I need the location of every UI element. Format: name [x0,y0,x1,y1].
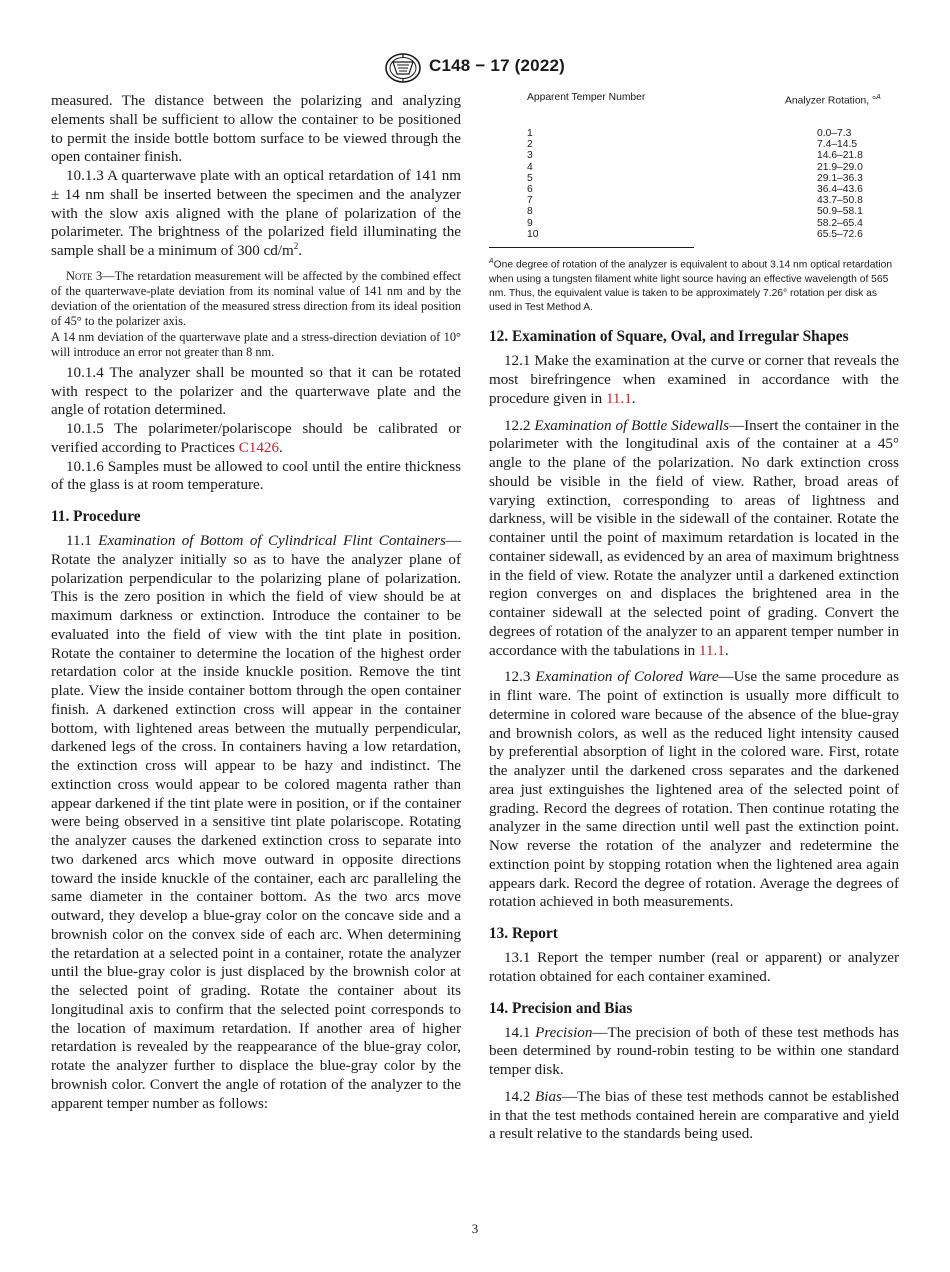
note-3: Note 3—The retardation measurement will be affected by the combined effect of the quarterwave-plate deviation from its nominal value of 141 nm and by the deviation of the orientation of the measured stress direction from its ideal position of 45° to the polarizer axis. A 14 nm deviation of the quarterwave plate and a stress-direction deviation of 10° will introduce an error not greater than 8 nm. [51,268,461,359]
table-row [489,173,899,184]
temper-number-cell: 10 [527,228,539,240]
section-12-heading: 12. Examination of Square, Oval, and Irregular Shapes [489,328,849,346]
temper-number-cell: 3 [527,150,533,162]
footnote-rule [489,247,694,248]
astm-logo-icon [383,52,423,84]
note-label: Note [66,268,93,283]
paragraph-12-2: 12.2 Examination of Bottle Sidewalls—Insert the container in the polarimeter with the longitudinal axis of the container at a 45° angle to the plane of the polarization. No dark extinction cross should be visible in the field of view. Rather, broad areas of varying extinction, corresponding to areas of lightness and darkness, will be visible in the sidewall of the container. Rotate the container until the point of maximum retardation is located in the container sidewall, as evidenced by an area of maximum brightness in the field of view. Rotate the analyzer until a darkened extinction region converges on and displaces the brightened area in the container sidewall at the selected point of grading. Convert the degrees of rotation of the analyzer to an apparent temper number in accordance with the tabulations in 11.1. [489,417,899,659]
temper-number-cell: 7 [527,195,533,207]
table-row [489,150,899,161]
table-row [489,229,899,240]
page-header [0,52,950,86]
paragraph-10-1-6: 10.1.6 Samples must be allowed to cool until the entire thickness of the glass is at room temperature. [51,458,461,494]
table-row [489,184,899,195]
temper-table [489,92,899,240]
paragraph-continued: measured. The distance between the polarizing and analyzing elements shall be sufficient to allow the container to be positioned to permit the inside bottle bottom surface to be viewed through the open container finish. [51,93,461,166]
section-11-heading: 11. Procedure [51,508,141,526]
section-11-1-link[interactable]: 11.1 [698,642,725,659]
temper-number-cell: 2 [527,139,533,151]
section-14-heading: 14. Precision and Bias [489,999,633,1017]
temper-number-cell: 1 [527,128,533,139]
table-footnote: $^A$One degree of rotation of the analyzer is equivalent to about 3.14 nm optical retardation when using a tungsten filament white light source having an effective wavelength of 565 nm. Thus, the equivalent value is taken to be approximately 7.26° rotation per disk as used in Test Method A. [489,258,893,314]
table-row [489,206,899,217]
temper-number-cell: 8 [527,206,533,218]
note-3-continued: A 14 nm deviation of the quarterwave plate and a stress-direction deviation of 10° will introduce an error not greater than 8 nm. [51,329,461,359]
right-column [489,92,899,1144]
paragraph-11-1: 11.1 Examination of Bottom of Cylindrical Flint Containers—Rotate the analyzer initially so as to have the analyzer plane of polarization perpendicular to the polarizing plane of polarization. This is the zero position in which the field of view should be at maximum darkness or extinction. Introduce the container to be evaluated into the field of view with the tint plate in position. Rotate the container to determine the location of the highest order retardation color at the inside knuckle position. Remove the tint plate. View the inside container bottom through the open container finish. A darkened extinction cross will appear in the container bottom, with lightened areas between the mutually perpendicular, darkened legs of the cross. In containers having a low retardation, the extinction cross will appear to be hazy and indistinct. The extinction cross would appear to be colored magenta rather than appear darkened if the tint plate were in position, or if the container were being observed in a sensitive tint plate polariscope. Rotating the analyzer causes the darkened extinction cross to separate into two darkened arcs which move outward in opposite directions toward the inside knuckle of the container, each arc paralleling the same diameter in the container bottom. As the two arcs move outward, they develop a blue-gray color on the concave side and a brownish color on the convex side of each arc. When determining the retardation at a selected point in a container, rotate the analyzer until the blue-gray color is just displaced by the brownish color at the selected point of grading. Rotate the container about its longitudinal axis to confirm that the selected point corresponds to the location of maximum retardation. If another area of higher retardation is revealed by the reappearance of the blue-gray color, rotate the analyzer further to displace the blue-gray color by the brownish color. Convert the angle of rotation of the analyzer to the apparent temper number as follows: [51,533,461,1112]
section-13-heading: 13. Report [489,925,558,943]
table-row [489,195,899,206]
temper-number-cell: 5 [527,172,533,184]
temper-number-cell: 6 [527,184,533,196]
standard-designation: C148 − 17 (2022) [429,56,565,75]
rotation-cell: 65.5–72.6 [817,228,863,240]
c1426-link[interactable]: C1426 [238,439,280,456]
table-row [489,218,899,229]
temper-number-cell: 4 [527,161,533,173]
paragraph-13-1: 13.1 Report the temper number (real or apparent) or analyzer rotation obtained for each container examined. [489,950,899,985]
rotation-cell: 0.0–7.3 [817,128,852,139]
paragraph-12-3: 12.3 Examination of Colored Ware—Use the same procedure as in flint ware. The point of extinction is usually more difficult to determine in colored ware because of the absence of the blue-gray and brownish colors, as well as the reduced light intensity caused by preferential absorption of light in the colored ware. First, rotate the analyzer until the darkened cross separates and the darkened area just extinguishes the lightened area of the selected point of grading. Record the degrees of rotation. Then continue rotating the analyzer in the same direction until well past the extinction point. Now reverse the rotation of the analyzer and redetermine the extinction point by stopping rotation when the lightened area again appears dark. Record the degree of rotation. Average the degrees of rotation achieved in both measurements. [489,669,900,911]
table-header-rotation: Analyzer Rotation, °$^A$ [785,94,881,107]
rotation-cell: 21.9–29.0 [817,161,863,173]
rotation-cell: 58.2–65.4 [817,217,863,229]
rotation-cell: 36.4–43.6 [817,184,863,196]
paragraph-14-2: 14.2 Bias—The bias of these test methods cannot be established in that the test methods contained herein are comparative and yield a result relative to the standards being used. [489,1088,899,1143]
paragraph-10-1-4: 10.1.4 The analyzer shall be mounted so that it can be rotated with respect to the polarizer and the quarterwave plate and the angle of rotation determined. [51,364,461,419]
rotation-cell: 14.6–21.8 [817,150,863,162]
rotation-cell: 43.7–50.8 [817,195,863,207]
temper-number-cell: 9 [527,217,533,229]
paragraph-10-1-5: 10.1.5 The polarimeter/polariscope should be calibrated or verified according to Practices C1426. [51,421,461,456]
paragraph-12-1: 12.1 Make the examination at the curve or corner that reveals the most birefringence when examined in accordance with the procedure given in 11.1. [489,353,899,407]
rotation-cell: 50.9–58.1 [817,206,863,218]
paragraph-14-1: 14.1 Precision—The precision of both of these test methods has been determined by round-robin testing to be within one standard temper disk. [489,1024,900,1079]
paragraph-10-1-3: 10.1.3 A quarterwave plate with an optical retardation of 141 nm ± 14 nm shall be inserted between the specimen and the analyzer with the slow axis aligned with the plane of polarization of the polarimeter. The brightness of the polarized field illuminating the sample shall be a minimum of 300 $cd/m^2$. [51,168,461,259]
table-row [489,139,899,150]
left-column [51,92,461,1113]
rotation-cell: 29.1–36.3 [817,172,863,184]
section-11-1-link[interactable]: 11.1 [605,390,632,407]
table-row [489,128,899,139]
table-header-temper: Apparent Temper Number [527,92,646,103]
page-number: 3 [471,1221,479,1236]
rotation-cell: 7.4–14.5 [817,139,858,151]
table-row [489,162,899,173]
